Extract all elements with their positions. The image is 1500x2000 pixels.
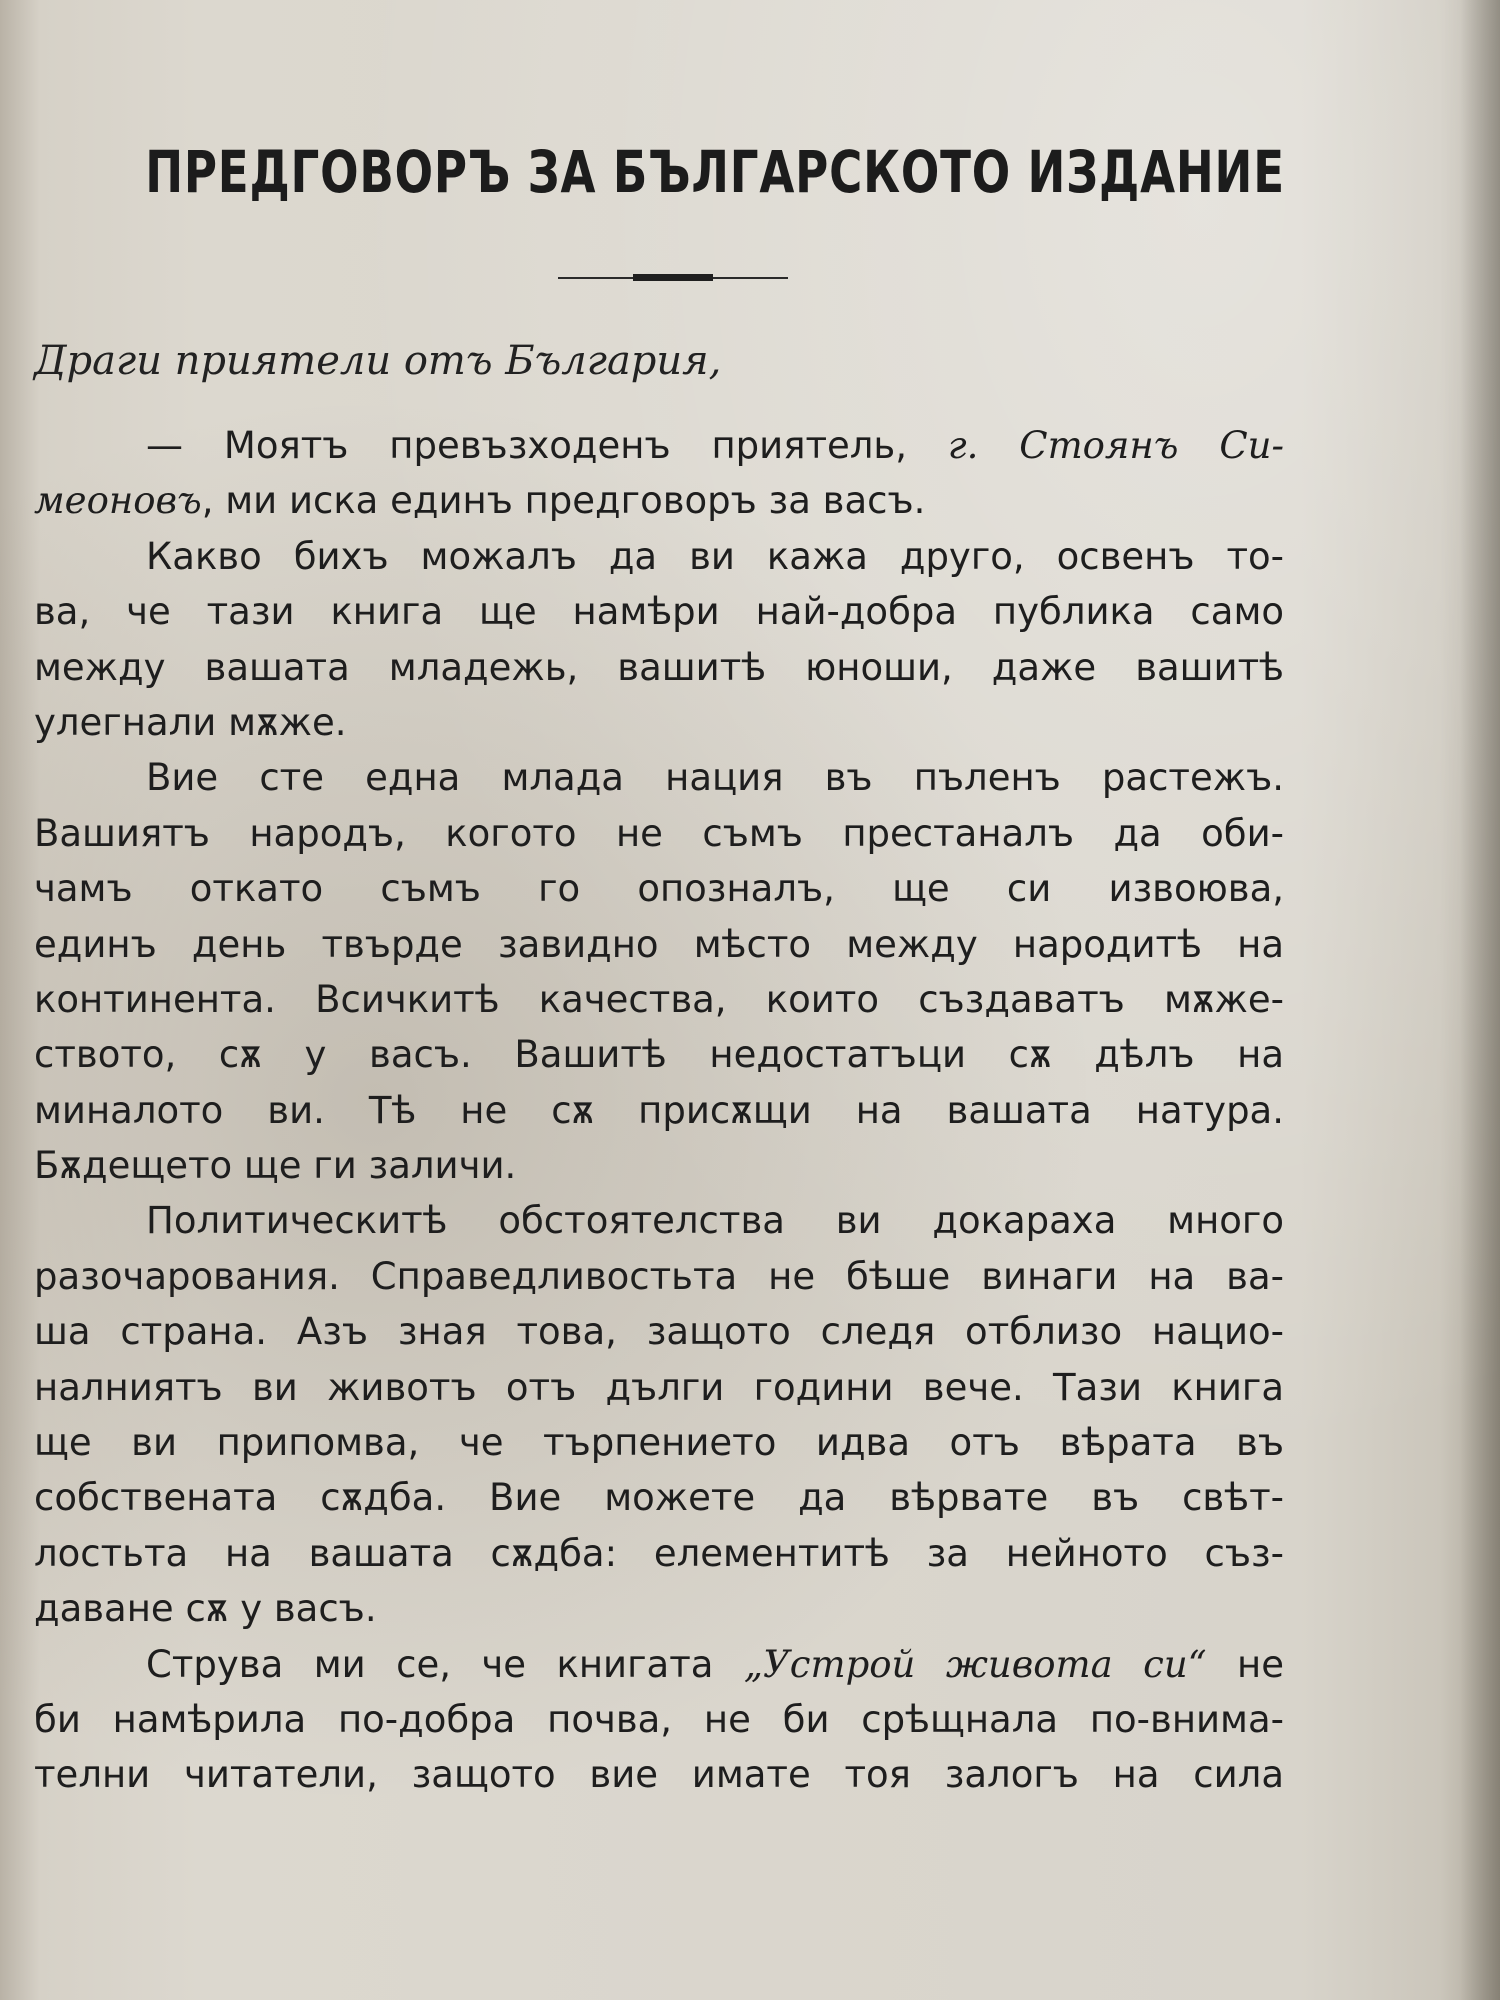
- page-title: ПРЕДГОВОРЪ ЗА БЪЛГАРСКОТО ИЗДАНИЕ: [145, 138, 1285, 206]
- text-line: [34, 473, 1284, 528]
- text-line: ша страна. Азъ зная това, защото следя отблизо нацио-: [34, 1310, 1284, 1354]
- text-line: ва, че тази книга ще намѣри най-добра публика само: [34, 590, 1284, 634]
- text-line: континента. Всичкитѣ качества, които създаватъ мѫже-: [34, 977, 1284, 1021]
- text-line: даване сѫ у васъ.: [34, 1587, 377, 1631]
- text-line: разочарования. Справедливостьта не бѣше винаги на ва-: [34, 1254, 1284, 1298]
- text-run-italic: меоновъ: [34, 479, 202, 523]
- text-line: Вие сте една млада нация въ пъленъ растежъ.: [146, 756, 1284, 800]
- text-line: ще ви припомва, че търпението идва отъ вѣрата въ: [34, 1421, 1284, 1465]
- text-line: Вашиятъ народъ, когото не съмъ престаналъ да оби-: [34, 811, 1284, 855]
- text-line: ството, сѫ у васъ. Вашитѣ недостатъци сѫ дѣлъ на: [34, 1033, 1284, 1077]
- text-line: [34, 418, 1284, 473]
- text-line: Бѫдещето ще ги заличи.: [34, 1144, 517, 1188]
- text-line: миналото ви. Тѣ не сѫ присѫщи на вашата натура.: [34, 1088, 1284, 1132]
- text-line: между вашата младежь, вашитѣ юноши, даже вашитѣ: [34, 645, 1284, 689]
- text-run-italic: г. Стоянъ Си-: [947, 424, 1284, 467]
- text-line: улегнали мѫже.: [34, 700, 347, 744]
- text-line: Какво бихъ можалъ да ви кажа друго, освенъ то-: [146, 534, 1284, 578]
- text-line: лостьта на вашата сѫдба: елементитѣ за нейното съз-: [34, 1531, 1284, 1575]
- title-divider-accent: [633, 274, 713, 281]
- text-line: [34, 1637, 1284, 1692]
- text-run: , ми иска единъ предговоръ за васъ.: [201, 479, 926, 523]
- text-line: телни читатели, защото вие имате тоя залогъ на сила: [34, 1753, 1284, 1797]
- text-line: чамъ откато съмъ го опозналъ, ще си извоюва,: [34, 867, 1284, 911]
- text-line: Политическитѣ обстоятелства ви докараха много: [146, 1199, 1284, 1243]
- text-run-italic: „Устрой живота си“: [743, 1642, 1207, 1686]
- greeting: Драги приятели отъ България,: [34, 338, 722, 384]
- text-line: собствената сѫдба. Вие можете да вѣрвате въ свѣт-: [34, 1476, 1284, 1520]
- body-text: [34, 418, 1284, 1803]
- text-line: налниятъ ви животъ отъ дълги години вече. Тази книга: [34, 1365, 1284, 1409]
- text-run: не: [1206, 1642, 1284, 1686]
- text-run: Струва ми се, че книгата: [146, 1642, 744, 1686]
- text-line: единъ день твърде завидно мѣсто между народитѣ на: [34, 922, 1284, 966]
- page-edge-shadow: [1460, 0, 1500, 2000]
- text-line: би намѣрила по-добра почва, не би срѣщнала по-внима-: [34, 1697, 1284, 1741]
- text-run: — Моятъ превъзходенъ приятель,: [146, 424, 948, 467]
